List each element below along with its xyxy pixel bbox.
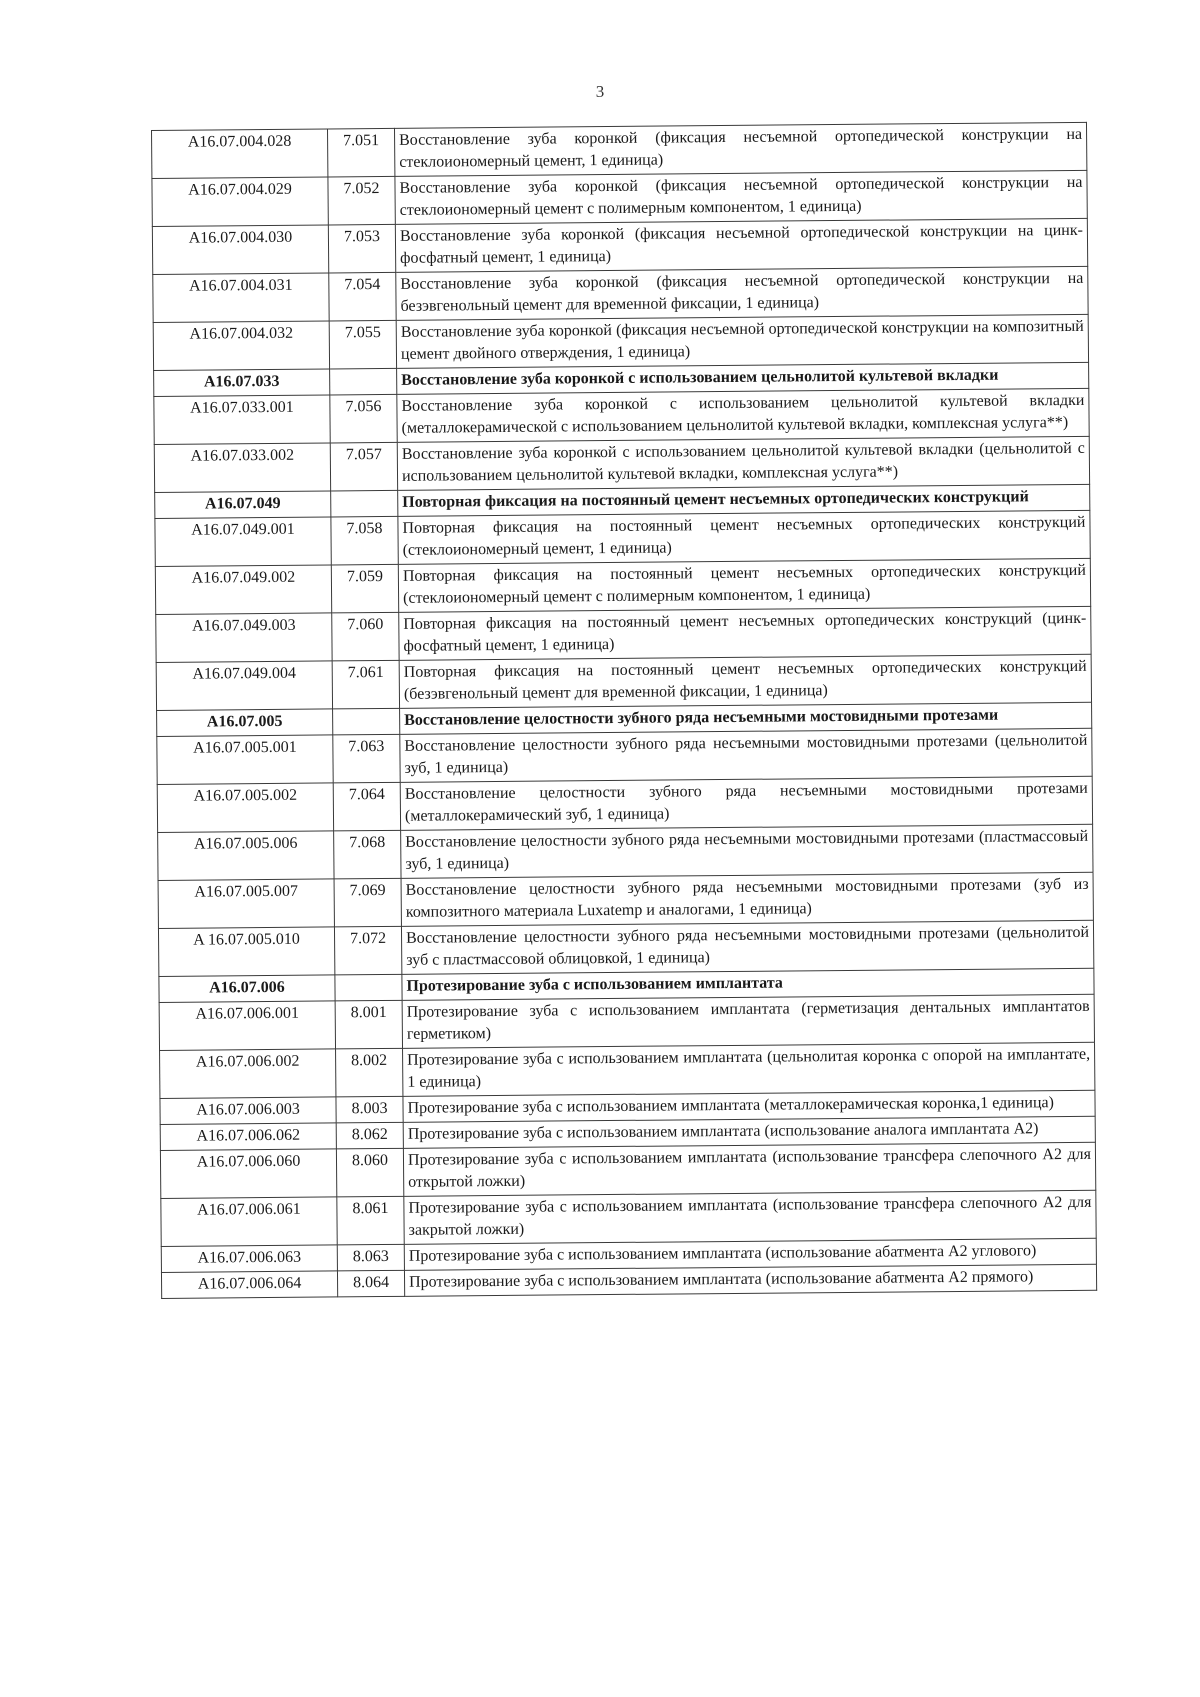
service-description: Протезирование зуба с использованием имплантата (металлокерамическая коронка,1 единица) xyxy=(403,1090,1095,1122)
service-description: Повторная фиксация на постоянный цемент несъемных ортопедических конструкций (стеклоиономерный цемент, 1 единица) xyxy=(398,510,1090,564)
service-code: A16.07.006 xyxy=(159,975,335,1003)
service-description: Восстановление целостности зубного ряда несъемными мостовидными протезами (металлокерамический зуб, 1 единица) xyxy=(400,776,1092,830)
service-code: A16.07.049.004 xyxy=(156,661,332,711)
service-code: A16.07.006.061 xyxy=(161,1197,337,1247)
price-list-number: 8.003 xyxy=(336,1096,403,1123)
service-description: Восстановление зуба коронкой (фиксация несъемной ортопедической конструкции на стеклоиономерный цемент, 1 единица) xyxy=(394,122,1086,176)
service-code: A16.07.004.028 xyxy=(152,129,328,179)
table-row xyxy=(153,266,1088,322)
price-list-number: 7.061 xyxy=(332,660,399,709)
price-list-number: 7.057 xyxy=(330,442,397,491)
price-list-number: 7.060 xyxy=(332,612,399,661)
service-description: Восстановление целостности зубного ряда несъемными мостовидными протезами xyxy=(400,702,1092,734)
service-code: A16.07.006.062 xyxy=(160,1123,336,1151)
price-list-number: 8.002 xyxy=(336,1048,403,1097)
service-description: Восстановление зуба коронкой (фиксация несъемной ортопедической конструкции на безэвгенольный цемент для временной фиксации, 1 единица) xyxy=(396,266,1088,320)
service-description: Восстановление зуба коронкой (фиксация несъемной ортопедической конструкции на цинк-фосфатный цемент, 1 единица) xyxy=(395,218,1087,272)
service-description: Повторная фиксация на постоянный цемент несъемных ортопедических конструкций (цинк-фосфатный цемент, 1 единица) xyxy=(399,606,1091,660)
price-list-number: 8.060 xyxy=(336,1148,403,1197)
service-code: A16.07.006.002 xyxy=(160,1049,336,1099)
service-code: A16.07.033.002 xyxy=(154,443,330,493)
service-code: A16.07.006.060 xyxy=(160,1149,336,1199)
service-description: Повторная фиксация на постоянный цемент несъемных ортопедических конструкций (стеклоиономерный цемент с полимерным компонентом, 1 единица) xyxy=(398,558,1090,612)
service-code: A16.07.006.001 xyxy=(159,1001,335,1051)
table-row xyxy=(160,1042,1095,1098)
table-row xyxy=(158,824,1093,880)
table-row xyxy=(154,436,1089,492)
service-description: Протезирование зуба с использованием имплантата (герметизация дентальных имплантатов герметиком) xyxy=(402,994,1094,1048)
service-description: Восстановление зуба коронкой (фиксация несъемной ортопедической конструкции на стеклоиономерный цемент с полимерным компонентом, 1 единица) xyxy=(395,170,1087,224)
service-code: A16.07.049.001 xyxy=(155,517,331,567)
table-row xyxy=(152,218,1087,274)
service-code: A16.07.005.006 xyxy=(158,831,334,881)
price-list-number: 7.051 xyxy=(327,128,394,177)
price-list-number: 8.062 xyxy=(336,1122,403,1149)
services-table-body xyxy=(152,122,1097,1298)
service-code: A16.07.006.064 xyxy=(161,1271,337,1299)
service-code: A16.07.049.003 xyxy=(156,613,332,663)
table-row xyxy=(153,314,1088,370)
price-list-number xyxy=(335,974,402,1001)
price-list-number: 7.068 xyxy=(334,830,401,879)
service-code: A16.07.004.029 xyxy=(152,177,328,227)
service-code: A16.07.033.001 xyxy=(154,395,330,445)
table-row xyxy=(152,122,1087,178)
price-list-number: 8.061 xyxy=(337,1196,404,1245)
price-list-number: 7.054 xyxy=(329,272,396,321)
service-description: Протезирование зуба с использованием имплантата (цельнолитая коронка с опорой на имплантате, 1 единица) xyxy=(403,1042,1095,1096)
table-row xyxy=(152,170,1087,226)
service-description: Восстановление целостности зубного ряда несъемными мостовидными протезами (пластмассовый зуб, 1 единица) xyxy=(401,824,1093,878)
price-list-number: 7.056 xyxy=(330,394,397,443)
table-row xyxy=(160,1142,1095,1198)
service-description: Протезирование зуба с использованием имплантата xyxy=(402,968,1094,1000)
service-description: Восстановление целостности зубного ряда несъемными мостовидными протезами (цельнолитой зуб, 1 единица) xyxy=(400,728,1092,782)
price-list-number: 7.063 xyxy=(333,734,400,783)
price-list-number: 7.053 xyxy=(328,224,395,273)
table-row xyxy=(154,388,1089,444)
price-list-number xyxy=(333,708,400,735)
service-code: A16.07.049.002 xyxy=(155,565,331,615)
service-code: A16.07.005.007 xyxy=(158,879,334,929)
price-list-number: 7.069 xyxy=(334,878,401,927)
service-code: A16.07.006.003 xyxy=(160,1097,336,1125)
price-list-number: 8.064 xyxy=(337,1270,404,1297)
table-row xyxy=(159,994,1094,1050)
service-code: A16.07.004.031 xyxy=(153,273,329,323)
service-code: A16.07.005.002 xyxy=(157,783,333,833)
price-list-number xyxy=(330,368,397,395)
service-description: Протезирование зуба с использованием имплантата (использование аналога имплантата A2) xyxy=(403,1116,1095,1148)
table-row xyxy=(157,728,1092,784)
price-list-number: 7.059 xyxy=(331,564,398,613)
table-row xyxy=(158,920,1093,976)
service-description: Восстановление зуба коронкой с использованием цельнолитой культевой вкладки xyxy=(397,362,1089,394)
table-row xyxy=(158,872,1093,928)
table-row xyxy=(155,558,1090,614)
table-row xyxy=(157,776,1092,832)
price-list-number: 7.064 xyxy=(333,782,400,831)
service-description: Повторная фиксация на постоянный цемент несъемных ортопедических конструкций xyxy=(398,484,1090,516)
service-code: A 16.07.005.010 xyxy=(158,927,334,977)
page-number: 3 xyxy=(595,82,605,101)
service-code: A16.07.004.030 xyxy=(152,225,328,275)
service-description: Восстановление зуба коронкой (фиксация несъемной ортопедической конструкции на композитный цемент двойного отверждения, 1 единица) xyxy=(396,314,1088,368)
service-description: Повторная фиксация на постоянный цемент несъемных ортопедических конструкций (безэвгенольный цемент для временной фиксации, 1 единица) xyxy=(399,654,1091,708)
service-code: A16.07.004.032 xyxy=(153,321,329,371)
service-code: A16.07.033 xyxy=(154,369,330,397)
services-table xyxy=(151,122,1097,1299)
table-row xyxy=(155,510,1090,566)
price-list-number: 7.072 xyxy=(334,926,401,975)
service-description: Восстановление зуба коронкой с использованием цельнолитой культевой вкладки (металлокерамической с использованием цельнолитой культевой вкладки, комплексная услуга**) xyxy=(397,388,1089,442)
service-description: Протезирование зуба с использованием имплантата (использование абатмента A2 прямого) xyxy=(404,1264,1096,1296)
service-code: A16.07.006.063 xyxy=(161,1245,337,1273)
price-list-number: 7.055 xyxy=(329,320,396,369)
service-code: A16.07.005.001 xyxy=(157,735,333,785)
service-description: Протезирование зуба с использованием имплантата (использование трансфера слепочного A2 для закрытой ложки) xyxy=(404,1190,1096,1244)
service-code: A16.07.005 xyxy=(157,709,333,737)
price-list-number: 8.063 xyxy=(337,1244,404,1271)
service-description: Восстановление зуба коронкой с использованием цельнолитой культевой вкладки (цельнолитой с использованием цельнолитой культевой вкладки, комплексная услуга**) xyxy=(397,436,1089,490)
price-list-number xyxy=(331,490,398,517)
price-list-number: 7.052 xyxy=(328,176,395,225)
price-list-number: 8.001 xyxy=(335,1000,402,1049)
service-code: A16.07.049 xyxy=(155,491,331,519)
price-list-number: 7.058 xyxy=(331,516,398,565)
service-description: Восстановление целостности зубного ряда несъемными мостовидными протезами (зуб из композитного материала Luxatemp и аналогами, 1 единица) xyxy=(401,872,1093,926)
service-description: Восстановление целостности зубного ряда несъемными мостовидными протезами (цельнолитой зуб с пластмассовой облицовкой, 1 единица) xyxy=(401,920,1093,974)
service-description: Протезирование зуба с использованием имплантата (использование трансфера слепочного A2 для открытой ложки) xyxy=(403,1142,1095,1196)
table-row xyxy=(161,1190,1096,1246)
table-row xyxy=(156,606,1091,662)
table-row xyxy=(156,654,1091,710)
service-description: Протезирование зуба с использованием имплантата (использование абатмента A2 углового) xyxy=(404,1238,1096,1270)
